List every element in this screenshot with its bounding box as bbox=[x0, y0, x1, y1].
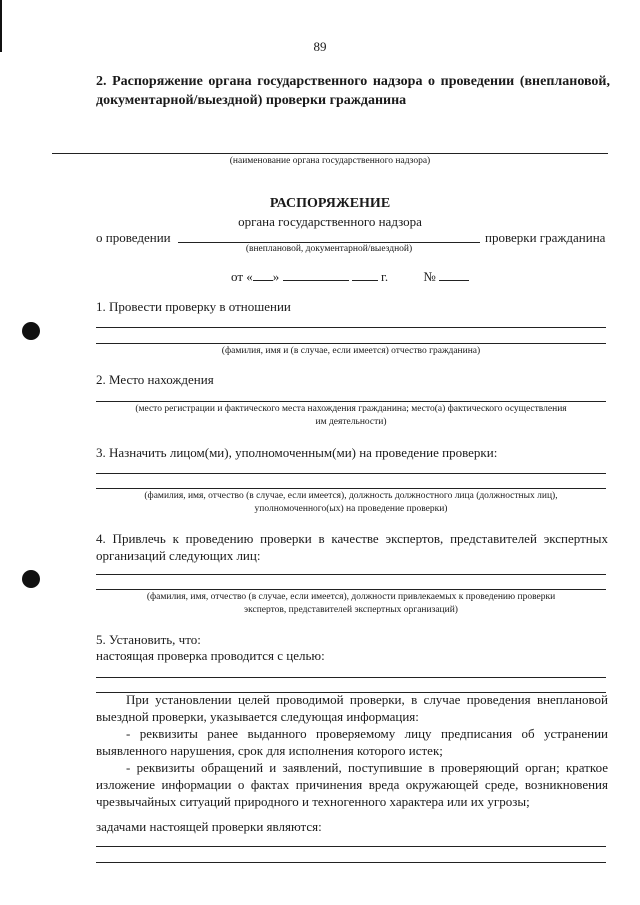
punch-hole-mark bbox=[22, 322, 40, 340]
note-bullet: - реквизиты обращений и заявлений, поступившие в проверяющий орган; краткое изложение информации о фактах причинения вреда окружающей среде, возникновения чрезвычайных ситуаций природного и техногенного характера или их угрозы; bbox=[96, 760, 608, 809]
item1-label: 1. Провести проверку в отношении bbox=[96, 299, 291, 314]
item4-text: 4. Привлечь к проведению проверки в качестве экспертов, представителей экспертных организаций следующих лиц: bbox=[96, 531, 608, 563]
check-type-caption: (внеплановой, документарной/выездной) bbox=[245, 244, 413, 254]
punch-hole-mark bbox=[22, 570, 40, 588]
item5-purpose: настоящая проверка проводится с целью: bbox=[96, 648, 325, 663]
item2-caption: им деятельности) bbox=[315, 417, 387, 427]
page-number: 89 bbox=[313, 39, 327, 54]
item3-label: 3. Назначить лицом(ми), уполномоченным(ми) на проведение проверки: bbox=[96, 445, 498, 460]
item3-caption: уполномоченного(ых) на проведение проверки) bbox=[254, 504, 448, 514]
item1-field-line[interactable] bbox=[96, 327, 606, 328]
date-month-field[interactable] bbox=[283, 268, 349, 281]
section-heading: 2. Распоряжение органа государственного надзора о проведении (внеплановой, документарной/выездной) проверки гражданина bbox=[96, 74, 610, 108]
scan-edge-mark bbox=[0, 0, 2, 52]
item5-label: 5. Установить, что: bbox=[96, 632, 201, 647]
item4-field-line[interactable] bbox=[96, 589, 606, 590]
date-number-row bbox=[231, 268, 469, 285]
item4-caption: экспертов, представителей экспертных организаций) bbox=[244, 605, 458, 615]
date-year-suffix: г. bbox=[381, 269, 389, 284]
item3-field-line[interactable] bbox=[96, 473, 606, 474]
agency-caption: (наименование органа государственного надзора) bbox=[229, 156, 431, 166]
about-suffix: проверки гражданина bbox=[485, 230, 606, 245]
item2-label: 2. Место нахождения bbox=[96, 372, 214, 387]
tasks-field-line[interactable] bbox=[96, 846, 606, 847]
date-prefix: от « bbox=[231, 269, 253, 284]
doc-subtitle: органа государственного надзора bbox=[238, 214, 422, 229]
tasks-field-line[interactable] bbox=[96, 862, 606, 863]
item3-caption: (фамилия, имя, отчество (в случае, если имеется), должность должностного лица (должностных лиц), bbox=[144, 491, 558, 501]
item4-caption: (фамилия, имя, отчество (в случае, если имеется), должности привлекаемых к проведению проверки bbox=[146, 592, 556, 602]
item3-field-line[interactable] bbox=[96, 488, 606, 489]
item1-field-line[interactable] bbox=[96, 343, 606, 344]
date-quote-close: » bbox=[272, 269, 280, 284]
note-bullet: - реквизиты ранее выданного проверяемому лицу предписания об устранении выявленного нарушения, срок для исполнения которого истек; bbox=[96, 726, 608, 758]
about-prefix: о проведении bbox=[96, 230, 171, 245]
date-year-field[interactable] bbox=[352, 268, 378, 281]
item2-field-line[interactable] bbox=[96, 401, 606, 402]
doc-number-field[interactable] bbox=[439, 268, 469, 281]
tasks-label: задачами настоящей проверки являются: bbox=[96, 819, 322, 834]
agency-name-field[interactable] bbox=[52, 153, 608, 154]
item1-caption: (фамилия, имя и (в случае, если имеется) отчество гражданина) bbox=[221, 346, 481, 356]
note-paragraph: При установлении целей проводимой проверки, в случае проведения внеплановой выездной проверки, указывается следующая информация: bbox=[96, 692, 608, 724]
item2-caption: (место регистрации и фактического места нахождения гражданина; место(а) фактического осуществления bbox=[135, 404, 567, 414]
purpose-field-line[interactable] bbox=[96, 677, 606, 678]
item4-field-line[interactable] bbox=[96, 574, 606, 575]
number-sign: № bbox=[423, 269, 436, 284]
doc-title: РАСПОРЯЖЕНИЕ bbox=[269, 196, 391, 211]
date-day-field[interactable] bbox=[253, 268, 273, 281]
